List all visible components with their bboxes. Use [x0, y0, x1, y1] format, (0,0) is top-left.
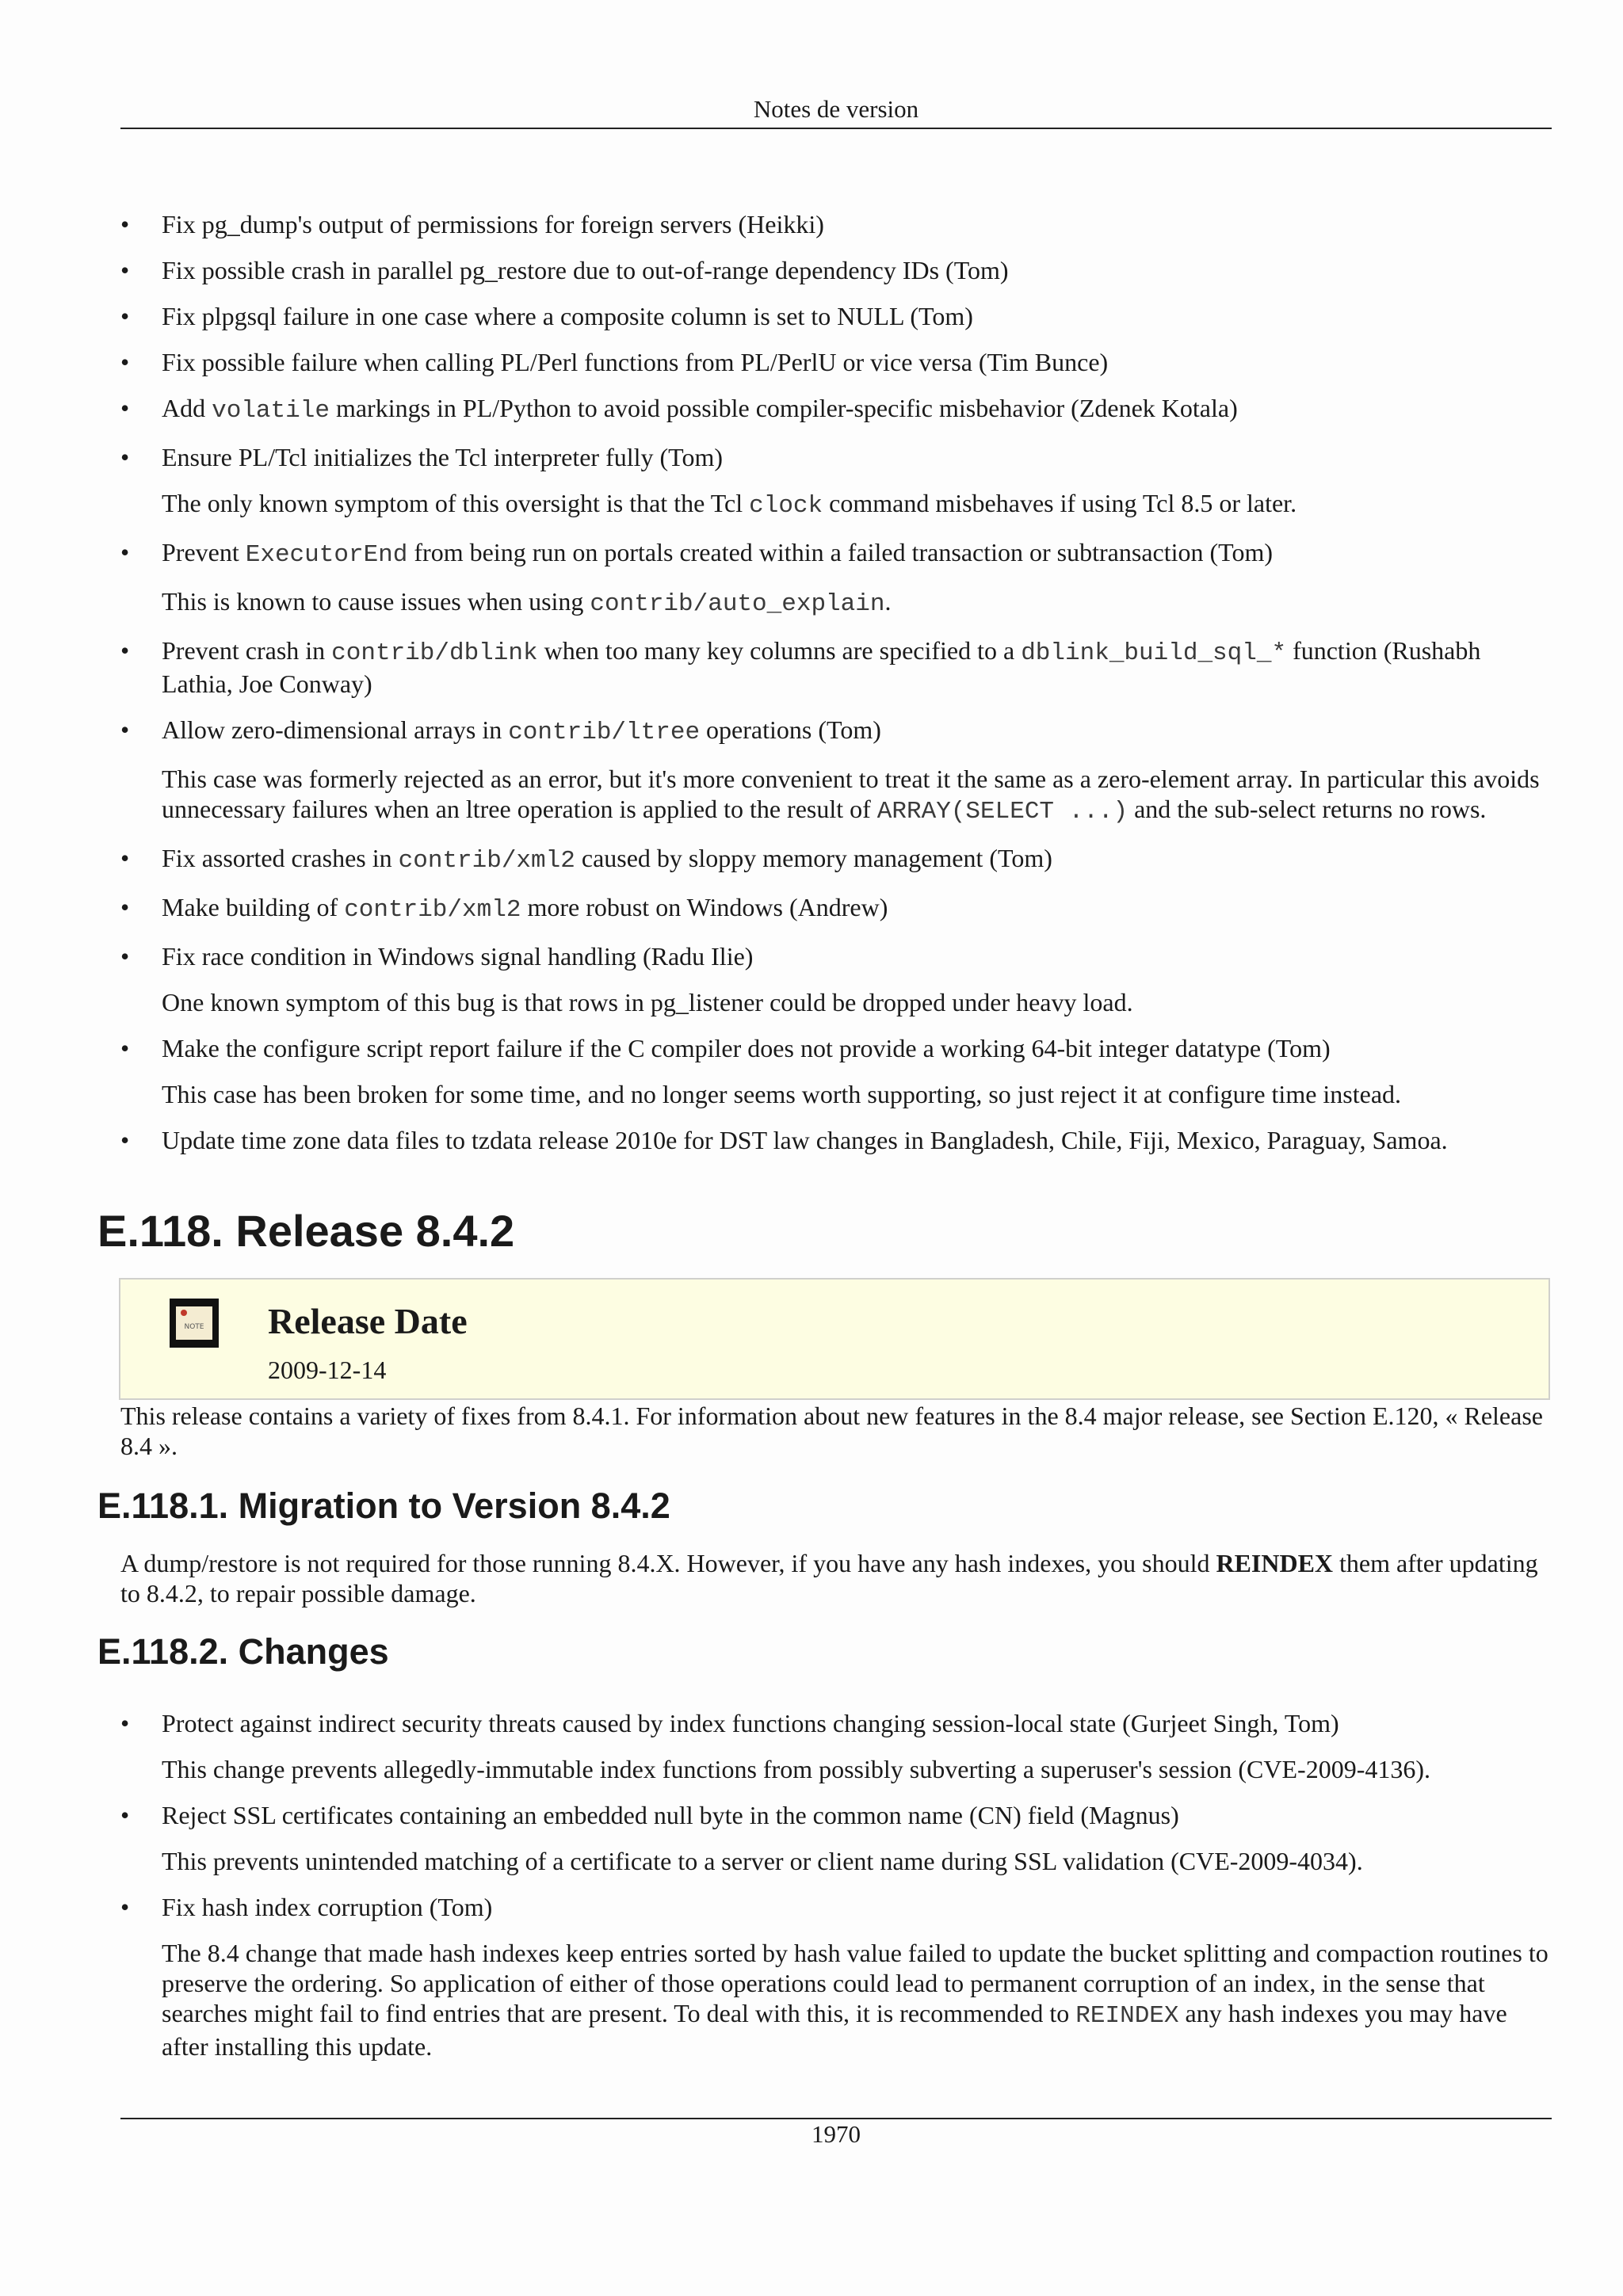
text-run: This prevents unintended matching of a certificate to a server or client name during SSL validation (CVE-2009-4034).	[162, 1847, 1363, 1875]
migration-title: E.118.1. Migration to Version 8.4.2	[97, 1486, 670, 1526]
text-run: caused by sloppy memory management (Tom)	[575, 844, 1052, 872]
item-text	[162, 347, 1555, 377]
text-run: and the sub-select returns no rows.	[1128, 795, 1487, 823]
list-item	[120, 843, 1555, 876]
item-text	[162, 1125, 1555, 1155]
running-header: Notes de version	[753, 95, 919, 123]
item-text	[162, 1708, 1555, 1738]
inline-code: dblink_build_sql_*	[1021, 639, 1287, 667]
inline-code: contrib/auto_explain	[590, 590, 885, 618]
list-item	[120, 347, 1555, 377]
item-detail	[162, 764, 1555, 827]
bullet: •	[120, 538, 130, 566]
item-text	[162, 1800, 1555, 1830]
list-item	[120, 393, 1555, 426]
text-run: Reject SSL certificates containing an embedded null byte in the common name (CN) field (Magnus)	[162, 1801, 1179, 1829]
text-run: Update time zone data files to tzdata release 2010e for DST law changes in Bangladesh, Chile, Fiji, Mexico, Paraguay, Samoa.	[162, 1126, 1448, 1154]
bullet: •	[120, 893, 130, 921]
inline-code: volatile	[212, 397, 330, 425]
bullet: •	[120, 1126, 130, 1154]
item-detail	[162, 1846, 1555, 1876]
bullet: •	[120, 1034, 130, 1062]
migration-text-after: them after updating to 8.4.2, to repair possible damage.	[120, 1549, 1538, 1608]
inline-code: contrib/ltree	[508, 719, 701, 746]
item-text	[162, 537, 1555, 570]
bullet: •	[120, 394, 130, 422]
text-run: Protect against indirect security threats caused by index functions changing session-local state (Gurjeet Singh, Tom)	[162, 1709, 1339, 1737]
text-run: Prevent	[162, 538, 246, 566]
note-icon-label: NOTE	[184, 1323, 204, 1331]
changes-title: E.118.2. Changes	[97, 1631, 389, 1672]
list-item	[120, 635, 1555, 699]
list-item	[120, 892, 1555, 925]
list-item	[120, 941, 1555, 1017]
item-detail	[162, 1079, 1555, 1109]
text-run: from being run on portals created within a failed transaction or subtransaction (Tom)	[407, 538, 1274, 566]
text-run: Fix plpgsql failure in one case where a composite column is set to NULL (Tom)	[162, 302, 973, 330]
list-item	[120, 537, 1555, 620]
release-notes-list	[120, 209, 1555, 1171]
item-text	[162, 209, 1555, 239]
inline-code: ExecutorEnd	[245, 541, 408, 569]
bullet: •	[120, 302, 130, 330]
text-run: This case has been broken for some time, and no longer seems worth supporting, so just reject it at configure time instead.	[162, 1080, 1402, 1108]
item-detail	[162, 488, 1555, 521]
text-run: Fix possible failure when calling PL/Perl functions from PL/PerlU or vice versa (Tim Bunce)	[162, 348, 1109, 376]
item-text	[162, 941, 1555, 971]
list-item	[120, 1125, 1555, 1155]
text-run: Add	[162, 394, 212, 422]
text-run: This is known to cause issues when using	[162, 587, 590, 616]
bullet: •	[120, 942, 130, 971]
text-run: Make the configure script report failure if the C compiler does not provide a working 64-bit integer datatype (Tom)	[162, 1034, 1331, 1062]
changes-list	[120, 1708, 1555, 2077]
item-text	[162, 635, 1555, 699]
migration-text	[120, 1548, 1555, 1608]
text-run: Prevent crash in	[162, 636, 332, 665]
text-run: Ensure PL/Tcl initializes the Tcl interpreter fully (Tom)	[162, 443, 724, 471]
bullet: •	[120, 844, 130, 872]
text-run: markings in PL/Python to avoid possible compiler-specific misbehavior (Zdenek Kotala)	[329, 394, 1238, 422]
section-title: E.118. Release 8.4.2	[97, 1206, 515, 1256]
text-run: Allow zero-dimensional arrays in	[162, 715, 509, 744]
note-icon	[170, 1299, 219, 1348]
item-text	[162, 301, 1555, 331]
text-run: .	[884, 587, 892, 616]
text-run: One known symptom of this bug is that rows in pg_listener could be dropped under heavy load.	[162, 988, 1133, 1016]
migration-text-before: A dump/restore is not required for those running 8.4.X. However, if you have any hash indexes, you should	[120, 1549, 1216, 1577]
item-detail	[162, 1754, 1555, 1784]
item-text	[162, 255, 1555, 285]
item-text	[162, 892, 1555, 925]
list-item	[120, 442, 1555, 521]
item-text	[162, 1892, 1555, 1922]
list-item	[120, 1800, 1555, 1876]
bullet: •	[120, 636, 130, 665]
text-run: Fix hash index corruption (Tom)	[162, 1893, 493, 1921]
item-text	[162, 715, 1555, 748]
list-item	[120, 301, 1555, 331]
inline-code: contrib/dblink	[331, 639, 538, 667]
item-detail	[162, 987, 1555, 1017]
release-intro: This release contains a variety of fixes from 8.4.1. For information about new features in the 8.4 major release, see Section E.120, « Release 8.4 ».	[120, 1402, 1543, 1460]
text-run: Make building of	[162, 893, 345, 921]
bullet: •	[120, 443, 130, 471]
text-run: function (Rushabh Lathia, Joe Conway)	[162, 636, 1481, 698]
list-item	[120, 1708, 1555, 1784]
release-date-note	[119, 1278, 1550, 1400]
inline-code: contrib/xml2	[344, 896, 521, 924]
bullet: •	[120, 1801, 130, 1829]
text-run: The 8.4 change that made hash indexes keep entries sorted by hash value failed to update the bucket splitting and compaction routines to preserve the ordering. So application of either of those operations could lead to permanent corruption of an index, in the sense that searches might fail to find entries that are present. To deal with this, it is recommended to	[162, 1939, 1549, 2027]
text-run: operations (Tom)	[700, 715, 881, 744]
bullet: •	[120, 1893, 130, 1921]
text-run: command misbehaves if using Tcl 8.5 or later.	[823, 489, 1297, 517]
text-run: Fix pg_dump's output of permissions for foreign servers (Heikki)	[162, 210, 824, 238]
text-run: Fix assorted crashes in	[162, 844, 399, 872]
list-item	[120, 255, 1555, 285]
item-text	[162, 1033, 1555, 1063]
text-run: when too many key columns are specified to a	[537, 636, 1022, 665]
text-run: This change prevents allegedly-immutable index functions from possibly subverting a superuser's session (CVE-2009-4136).	[162, 1755, 1430, 1783]
list-item	[120, 1892, 1555, 2061]
item-text	[162, 393, 1555, 426]
text-run: Fix race condition in Windows signal handling (Radu Ilie)	[162, 942, 754, 971]
release-date: 2009-12-14	[268, 1356, 387, 1384]
reindex-command: REINDEX	[1216, 1549, 1334, 1577]
text-run: any hash indexes you may have after installing this update.	[162, 1999, 1507, 2061]
header-rule	[120, 128, 1552, 129]
list-item	[120, 1033, 1555, 1109]
item-detail	[162, 1938, 1555, 2061]
inline-code: REINDEX	[1075, 2002, 1179, 2030]
list-item	[120, 715, 1555, 827]
item-detail	[162, 586, 1555, 620]
inline-code: contrib/xml2	[398, 847, 575, 875]
bullet: •	[120, 210, 130, 238]
text-run: The only known symptom of this oversight is that the Tcl	[162, 489, 750, 517]
inline-code: clock	[749, 492, 823, 520]
text-run: Fix possible crash in parallel pg_restore due to out-of-range dependency IDs (Tom)	[162, 256, 1009, 284]
inline-code: ARRAY(SELECT ...)	[876, 798, 1128, 826]
list-item	[120, 209, 1555, 239]
bullet: •	[120, 1709, 130, 1737]
bullet: •	[120, 256, 130, 284]
page-number: 1970	[812, 2120, 861, 2148]
item-text	[162, 843, 1555, 876]
text-run: This case was formerly rejected as an error, but it's more convenient to treat it the same as a zero-element array. In particular this avoids unnecessary failures when an ltree operation is applied to the result of	[162, 765, 1540, 823]
bullet: •	[120, 715, 130, 744]
item-text	[162, 442, 1555, 472]
note-title: Release Date	[268, 1301, 468, 1341]
text-run: more robust on Windows (Andrew)	[521, 893, 888, 921]
bullet: •	[120, 348, 130, 376]
